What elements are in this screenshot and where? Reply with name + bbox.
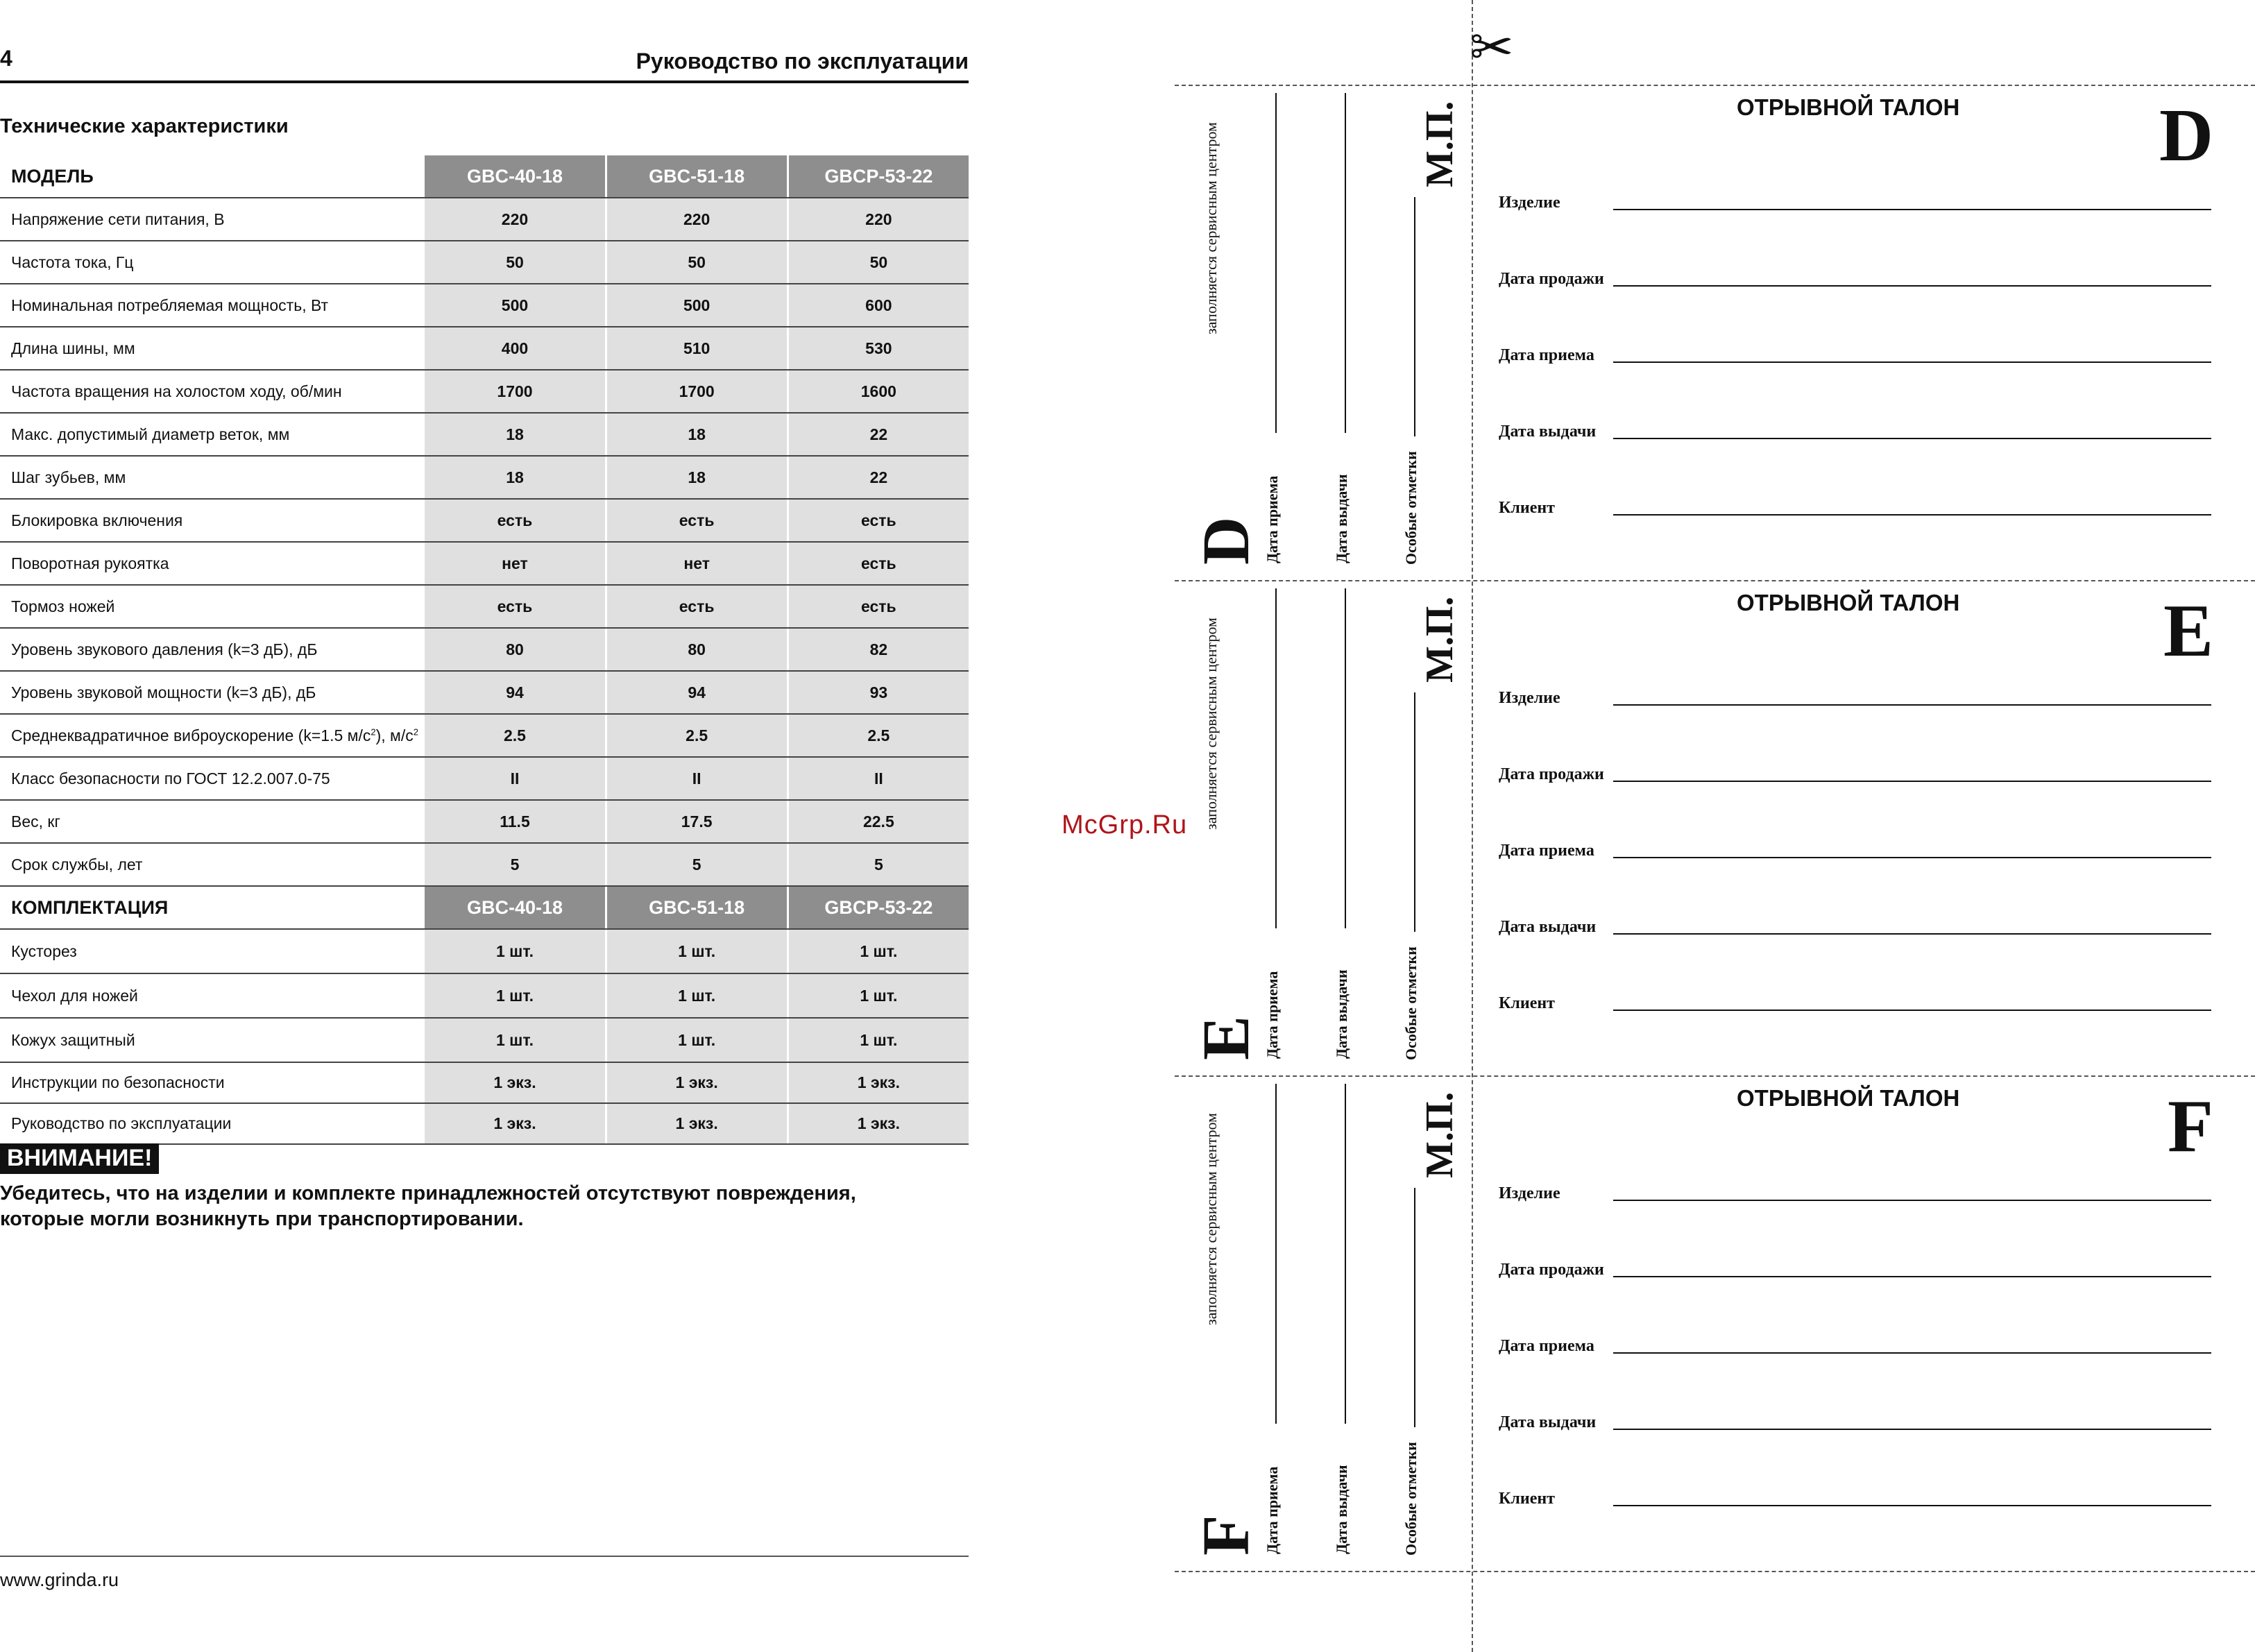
row-value: есть [425, 499, 604, 542]
row-value: есть [607, 499, 787, 542]
coupon-field-line[interactable] [1613, 1276, 2211, 1277]
spec-row [0, 542, 969, 585]
coupon-field-label: Изделие [1499, 1184, 1560, 1202]
row-label: Шаг зубьев, мм [0, 456, 425, 499]
kit-header-row [0, 886, 969, 929]
model-header-2: GBC-51-18 [607, 155, 787, 198]
coupon-field-line[interactable] [1613, 1200, 2211, 1201]
stub-letter: D [1189, 516, 1263, 565]
row-value: 94 [607, 671, 787, 714]
row-value: 80 [425, 628, 604, 671]
row-value: 50 [789, 241, 969, 284]
kit-row [0, 973, 969, 1018]
row-value: 400 [425, 327, 604, 370]
row-value: 22 [789, 413, 969, 456]
specifications-table [0, 155, 969, 1145]
coupon-field-line[interactable] [1613, 781, 2211, 782]
coupon-field-line[interactable] [1613, 1352, 2211, 1354]
row-value: 1 экз. [425, 1062, 604, 1103]
coupon-field-label: Клиент [1499, 499, 1555, 517]
row-value: 1700 [607, 370, 787, 413]
row-value: 1 шт. [607, 973, 787, 1018]
row-value: 1 шт. [789, 973, 969, 1018]
stamp-placeholder: М.П. [1418, 1091, 1461, 1178]
header-divider [0, 80, 969, 83]
coupon-field-label: Дата продажи [1499, 765, 1604, 783]
row-label: Руководство по эксплуатации [0, 1103, 425, 1144]
stub-caption: заполняется сервисным центром [1202, 1113, 1220, 1325]
spec-row [0, 241, 969, 284]
row-value: 220 [607, 198, 787, 241]
row-value: 22.5 [789, 800, 969, 843]
spec-row [0, 413, 969, 456]
coupon-field-label: Дата приема [1499, 346, 1594, 364]
row-value: II [789, 757, 969, 800]
row-label: Макс. допустимый диаметр веток, мм [0, 413, 425, 456]
spec-row [0, 456, 969, 499]
spec-row [0, 843, 969, 886]
coupon-field-line[interactable] [1613, 285, 2211, 287]
coupon-field-line[interactable] [1613, 1429, 2211, 1430]
stub-line-1 [1275, 1084, 1277, 1424]
row-value: 1 шт. [425, 929, 604, 973]
row-value: 80 [607, 628, 787, 671]
model-header-3: GBCP-53-22 [789, 155, 969, 198]
row-value: 1 шт. [789, 1018, 969, 1062]
stub-line-3 [1414, 692, 1415, 932]
row-label: Вес, кг [0, 800, 425, 843]
row-value: II [607, 757, 787, 800]
row-value: 220 [425, 198, 604, 241]
model-header-1: GBC-40-18 [425, 155, 604, 198]
stub-line-1 [1275, 588, 1277, 928]
row-value: 1 шт. [607, 1018, 787, 1062]
stub-line-3 [1414, 1188, 1415, 1427]
row-label: Блокировка включения [0, 499, 425, 542]
stub-field-label: Особые отметки [1402, 946, 1420, 1060]
row-value: 2.5 [789, 714, 969, 757]
row-value: 1700 [425, 370, 604, 413]
row-value: 1 экз. [425, 1103, 604, 1144]
coupon-field-line[interactable] [1613, 361, 2211, 363]
row-label: Тормоз ножей [0, 585, 425, 628]
coupon-field-label: Клиент [1499, 1490, 1555, 1508]
spec-row [0, 628, 969, 671]
row-value: 18 [607, 456, 787, 499]
row-value: 17.5 [607, 800, 787, 843]
kit-column-header: КОМПЛЕКТАЦИЯ [0, 886, 425, 929]
row-value: 220 [789, 198, 969, 241]
stamp-placeholder: М.П. [1418, 596, 1461, 683]
coupon-field-label: Изделие [1499, 689, 1560, 707]
kit-model-header: GBC-51-18 [607, 886, 787, 929]
coupon-field-line[interactable] [1613, 857, 2211, 858]
row-value: II [425, 757, 604, 800]
row-label: Кусторез [0, 929, 425, 973]
spec-row [0, 198, 969, 241]
row-label: Частота вращения на холостом ходу, об/мин [0, 370, 425, 413]
coupon-field-line[interactable] [1613, 514, 2211, 516]
stub-field-label: Дата приема [1263, 971, 1281, 1059]
row-value: есть [789, 542, 969, 585]
row-value: 530 [789, 327, 969, 370]
row-value: 500 [607, 284, 787, 327]
stub-field-label: Особые отметки [1402, 451, 1420, 565]
row-value: 510 [607, 327, 787, 370]
coupon-f [1175, 1077, 2255, 1574]
coupon-letter: E [2163, 590, 2213, 672]
row-value: 5 [425, 843, 604, 886]
spec-row [0, 671, 969, 714]
spec-row [0, 327, 969, 370]
row-label: Инструкции по безопасности [0, 1062, 425, 1103]
row-value: 600 [789, 284, 969, 327]
row-value: 1 экз. [607, 1103, 787, 1144]
spec-row [0, 714, 969, 757]
scissors-icon: ✂ [1470, 16, 1514, 78]
stub-field-label: Дата приема [1263, 1466, 1281, 1554]
row-value: 18 [425, 413, 604, 456]
coupon-field-label: Изделие [1499, 194, 1560, 212]
row-value: 1 шт. [425, 1018, 604, 1062]
kit-model-header: GBC-40-18 [425, 886, 604, 929]
coupon-field-label: Дата выдачи [1499, 918, 1597, 936]
stub-line-1 [1275, 93, 1277, 433]
spec-row [0, 585, 969, 628]
row-value: 82 [789, 628, 969, 671]
stub-field-label: Особые отметки [1402, 1442, 1420, 1556]
row-value: 2.5 [607, 714, 787, 757]
row-value: 1 шт. [607, 929, 787, 973]
row-value: 93 [789, 671, 969, 714]
stub-line-3 [1414, 197, 1415, 436]
row-value: есть [607, 585, 787, 628]
spec-row [0, 757, 969, 800]
coupon-field-line[interactable] [1613, 704, 2211, 706]
coupon-field-label: Дата приема [1499, 1337, 1594, 1355]
spec-row [0, 284, 969, 327]
coupon-field-line[interactable] [1613, 1505, 2211, 1506]
row-label: Уровень звуковой мощности (k=3 дБ), дБ [0, 671, 425, 714]
coupon-field-label: Дата выдачи [1499, 1413, 1597, 1431]
footer-divider [0, 1556, 969, 1557]
stub-field-label: Дата выдачи [1333, 474, 1350, 563]
coupon-title: ОТРЫВНОЙ ТАЛОН [1737, 94, 1960, 120]
coupon-letter: D [2159, 94, 2213, 177]
row-label: Частота тока, Гц [0, 241, 425, 284]
stub-line-2 [1345, 93, 1346, 433]
spec-header-row [0, 155, 969, 198]
row-label: Срок службы, лет [0, 843, 425, 886]
row-label: Поворотная рукоятка [0, 542, 425, 585]
row-value: 1 экз. [789, 1062, 969, 1103]
row-value: есть [789, 499, 969, 542]
kit-row [0, 1103, 969, 1144]
spec-row [0, 499, 969, 542]
coupon-d [1175, 86, 2255, 583]
warning-badge: ВНИМАНИЕ! [0, 1143, 159, 1174]
footer-url: www.grinda.ru [0, 1569, 119, 1590]
row-value: нет [607, 542, 787, 585]
warning-line-1: Убедитесь, что на изделии и комплекте принадлежностей отсутствуют повреждения, [0, 1182, 856, 1204]
row-label: Класс безопасности по ГОСТ 12.2.007.0-75 [0, 757, 425, 800]
coupon-field-label: Дата продажи [1499, 270, 1604, 288]
row-label: Напряжение сети питания, В [0, 198, 425, 241]
row-value: 1 экз. [607, 1062, 787, 1103]
row-value: 5 [789, 843, 969, 886]
stub-field-label: Дата приема [1263, 475, 1281, 563]
warning-text [0, 1181, 964, 1232]
row-label: Среднеквадратичное виброускорение (k=1.5 $м/с^2$), $м/с^2$ [0, 714, 425, 757]
stub-line-2 [1345, 1084, 1346, 1424]
page-number: 4 [0, 46, 12, 71]
coupon-e [1175, 581, 2255, 1078]
row-value: 18 [425, 456, 604, 499]
kit-row [0, 929, 969, 973]
row-label: Чехол для ножей [0, 973, 425, 1018]
coupon-field-line[interactable] [1613, 933, 2211, 935]
row-label: Длина шины, мм [0, 327, 425, 370]
row-value: 50 [425, 241, 604, 284]
stub-field-label: Дата выдачи [1333, 969, 1350, 1059]
spec-row [0, 800, 969, 843]
watermark: McGrp.Ru [1062, 810, 1188, 840]
kit-row [0, 1018, 969, 1062]
row-value: 5 [607, 843, 787, 886]
stub-caption: заполняется сервисным центром [1202, 122, 1220, 334]
coupon-field-line[interactable] [1613, 438, 2211, 439]
row-value: есть [789, 585, 969, 628]
row-value: 1600 [789, 370, 969, 413]
row-value: нет [425, 542, 604, 585]
section-title: Технические характеристики [0, 115, 289, 137]
row-value: 50 [607, 241, 787, 284]
row-value: 2.5 [425, 714, 604, 757]
stub-letter: E [1189, 1015, 1263, 1060]
page-header-title: Руководство по эксплуатации [636, 49, 969, 74]
kit-model-header: GBCP-53-22 [789, 886, 969, 929]
row-value: 18 [607, 413, 787, 456]
coupon-field-label: Дата продажи [1499, 1261, 1604, 1279]
coupon-title: ОТРЫВНОЙ ТАЛОН [1737, 590, 1960, 615]
spec-row [0, 370, 969, 413]
coupon-title: ОТРЫВНОЙ ТАЛОН [1737, 1085, 1960, 1111]
warning-line-2: которые могли возникнуть при транспортировании. [0, 1208, 524, 1230]
row-value: 94 [425, 671, 604, 714]
row-value: 500 [425, 284, 604, 327]
stub-caption: заполняется сервисным центром [1202, 618, 1220, 830]
row-value: 11.5 [425, 800, 604, 843]
row-label: Номинальная потребляемая мощность, Вт [0, 284, 425, 327]
coupon-field-label: Клиент [1499, 994, 1555, 1012]
row-value: 1 шт. [425, 973, 604, 1018]
coupon-field-label: Дата приема [1499, 842, 1594, 860]
coupon-field-line[interactable] [1613, 1010, 2211, 1011]
row-value: 22 [789, 456, 969, 499]
model-column-header: МОДЕЛЬ [0, 155, 425, 198]
coupon-field-label: Дата выдачи [1499, 423, 1597, 441]
row-label: Уровень звукового давления (k=3 дБ), дБ [0, 628, 425, 671]
stub-field-label: Дата выдачи [1333, 1465, 1350, 1554]
kit-row [0, 1062, 969, 1103]
stub-line-2 [1345, 588, 1346, 928]
stamp-placeholder: М.П. [1418, 101, 1461, 187]
row-value: есть [425, 585, 604, 628]
row-value: 1 экз. [789, 1103, 969, 1144]
row-value: 1 шт. [789, 929, 969, 973]
coupon-letter: F [2168, 1085, 2213, 1168]
row-label: Кожух защитный [0, 1018, 425, 1062]
coupon-field-line[interactable] [1613, 209, 2211, 210]
stub-letter: F [1189, 1515, 1263, 1556]
